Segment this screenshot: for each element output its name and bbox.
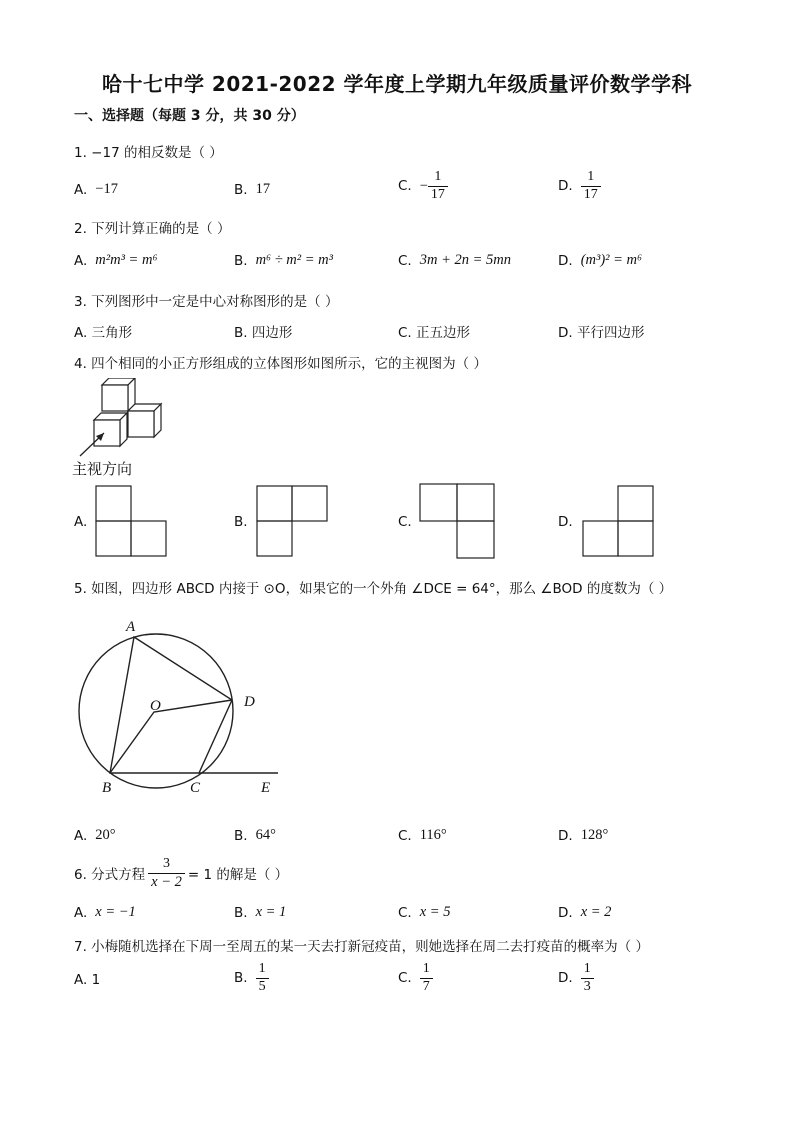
q3-option-b: B. 四边形 <box>234 325 293 341</box>
q5-option-c: C. 116° <box>398 827 447 844</box>
label-D: D <box>244 694 255 710</box>
q5-option-a: A. 20° <box>74 827 116 844</box>
q4-option-a-view <box>95 485 168 558</box>
q1-option-d: D. $\frac{1}{17}$ <box>558 170 601 202</box>
q4-option-b-view <box>256 485 329 558</box>
q4-option-d-label: D. <box>558 514 573 530</box>
q7-option-d: D. $\frac{1}{3}$ <box>558 962 594 994</box>
fraction: $\frac{1}{5}$ <box>256 962 269 994</box>
question-2-stem: 2. 下列计算正确的是（ ） <box>74 221 231 237</box>
fraction: $\frac{1}{17}$ <box>581 170 601 202</box>
question-7-stem: 7. 小梅随机选择在下周一至周五的某一天去打新冠疫苗，则她选择在周二去打疫苗的概率为（ ） <box>74 939 649 955</box>
label-E: E <box>261 780 271 796</box>
question-4-stem: 4. 四个相同的小正方形组成的立体图形如图所示，它的主视图为（ ） <box>74 356 487 372</box>
question-6-stem: 6. 分式方程 $\frac{3}{x - 2}$ = 1 的解是（ ） <box>74 856 289 890</box>
question-1-stem: 1. −17 的相反数是（ ） <box>74 145 223 161</box>
fraction: $\frac{1}{3}$ <box>581 962 594 994</box>
q5-option-d: D. 128° <box>558 827 609 844</box>
label-O: O <box>150 698 161 714</box>
view-direction-caption: 主视方向 <box>72 460 133 478</box>
q1-option-b: B. 17 <box>234 181 271 198</box>
q5-option-b: B. 64° <box>234 827 276 844</box>
section-heading: 一、选择题（每题 3 分，共 30 分） <box>74 108 305 124</box>
q6-option-b: B. x = 1 <box>234 904 287 921</box>
q1-option-c: C. − $\frac{1}{17}$ <box>398 170 448 202</box>
q2-option-c: C. 3m + 2n = 5mn <box>398 252 511 269</box>
q6-option-a: A. x = −1 <box>74 904 136 921</box>
q2-option-b: B. m⁶ ÷ m² = m³ <box>234 252 333 269</box>
fraction: $\frac{3}{x - 2}$ <box>148 857 185 890</box>
q2-option-a: A. m²m³ = m⁶ <box>74 252 158 269</box>
circle-quadrilateral-figure <box>74 615 294 800</box>
fraction: $\frac{1}{17}$ <box>428 170 448 202</box>
question-3-stem: 3. 下列图形中一定是中心对称图形的是（ ） <box>74 294 339 310</box>
q4-option-a-label: A. <box>74 514 88 530</box>
q7-option-b: B. $\frac{1}{5}$ <box>234 962 269 994</box>
label-B: B <box>102 780 112 796</box>
q4-option-c-view <box>419 483 495 559</box>
cube-solid-figure <box>74 378 174 458</box>
q1-option-a: A. −17 <box>74 181 118 198</box>
q7-option-c: C. $\frac{1}{7}$ <box>398 962 433 994</box>
q6-option-c: C. x = 5 <box>398 904 451 921</box>
q3-option-c: C. 正五边形 <box>398 325 471 341</box>
q7-option-a: A. 1 <box>74 972 101 988</box>
q2-option-d: D. (m³)² = m⁶ <box>558 252 643 269</box>
q3-option-d: D. 平行四边形 <box>558 325 645 341</box>
q6-option-d: D. x = 2 <box>558 904 612 921</box>
page-title: 哈十七中学 2021-2022 学年度上学期九年级质量评价数学学科 <box>101 72 693 96</box>
q4-option-d-view <box>582 485 655 558</box>
q4-option-b-label: B. <box>234 514 248 530</box>
q3-option-a: A. 三角形 <box>74 325 133 341</box>
question-5-stem: 5. 如图，四边形 ABCD 内接于 ⊙O，如果它的一个外角 ∠DCE = 64°，那么 ∠BOD 的度数为（ ） <box>74 581 673 597</box>
fraction: $\frac{1}{7}$ <box>420 962 433 994</box>
label-C: C <box>190 780 201 796</box>
q4-option-c-label: C. <box>398 514 412 530</box>
label-A: A <box>126 619 136 635</box>
